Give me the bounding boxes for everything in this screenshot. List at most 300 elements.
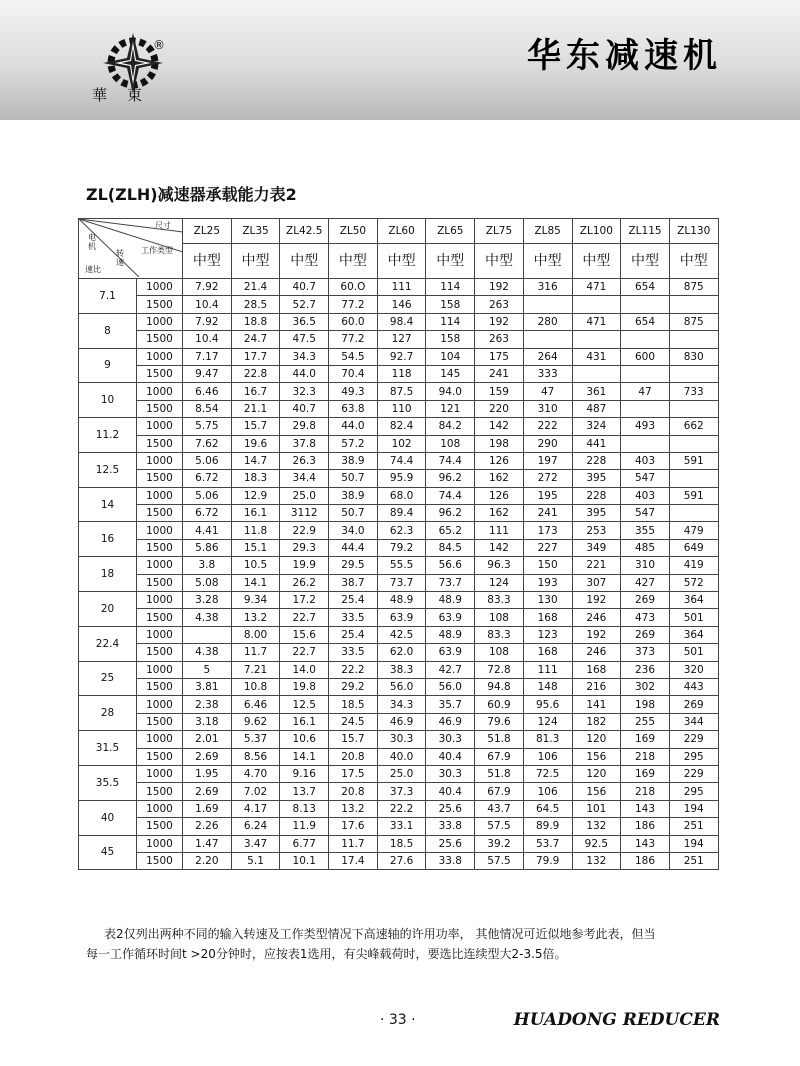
- value-cell: 56.0: [377, 678, 426, 695]
- value-cell: 320: [669, 661, 718, 678]
- table-row: [79, 296, 719, 313]
- value-cell: 54.5: [329, 348, 378, 365]
- speed-cell: 1000: [137, 626, 183, 643]
- size-header-cell: ZL42.5: [280, 219, 329, 244]
- value-cell: 22.8: [231, 365, 280, 382]
- value-cell: 5.1: [231, 852, 280, 869]
- value-cell: 48.9: [426, 592, 475, 609]
- value-cell: 25.0: [377, 765, 426, 782]
- value-cell: 40.7: [280, 279, 329, 296]
- table-row: [79, 313, 719, 330]
- value-cell: 60.O: [329, 279, 378, 296]
- value-cell: 6.46: [183, 383, 232, 400]
- speed-cell: 1500: [137, 365, 183, 382]
- value-cell: 68.0: [377, 487, 426, 504]
- value-cell: 96.2: [426, 505, 475, 522]
- speed-cell: 1000: [137, 661, 183, 678]
- speed-cell: 1000: [137, 383, 183, 400]
- value-cell: 5.75: [183, 418, 232, 435]
- value-cell: 127: [377, 331, 426, 348]
- type-header-cell: 中型: [183, 244, 232, 279]
- value-cell: 168: [523, 644, 572, 661]
- ratio-cell: 22.4: [79, 626, 137, 661]
- value-cell: 501: [669, 609, 718, 626]
- value-cell: 25.6: [426, 835, 475, 852]
- value-cell: 403: [621, 487, 670, 504]
- value-cell: 733: [669, 383, 718, 400]
- corner-ratio-label: 速比: [85, 265, 101, 274]
- speed-cell: 1500: [137, 296, 183, 313]
- value-cell: 33.8: [426, 852, 475, 869]
- value-cell: 6.72: [183, 470, 232, 487]
- value-cell: 46.9: [377, 713, 426, 730]
- value-cell: 186: [621, 852, 670, 869]
- value-cell: 74.4: [426, 487, 475, 504]
- value-cell: [572, 331, 621, 348]
- value-cell: 150: [523, 557, 572, 574]
- table-row: [79, 748, 719, 765]
- value-cell: 17.4: [329, 852, 378, 869]
- value-cell: 110: [377, 400, 426, 417]
- size-header-cell: ZL75: [475, 219, 524, 244]
- speed-cell: 1000: [137, 279, 183, 296]
- value-cell: 198: [621, 696, 670, 713]
- value-cell: 56.0: [426, 678, 475, 695]
- speed-cell: 1500: [137, 678, 183, 695]
- value-cell: 104: [426, 348, 475, 365]
- speed-cell: 1500: [137, 713, 183, 730]
- table-row: [79, 435, 719, 452]
- value-cell: 95.6: [523, 696, 572, 713]
- value-cell: 22.7: [280, 644, 329, 661]
- value-cell: 63.9: [377, 609, 426, 626]
- value-cell: [572, 296, 621, 313]
- value-cell: 29.3: [280, 539, 329, 556]
- table-row: [79, 609, 719, 626]
- value-cell: 92.5: [572, 835, 621, 852]
- value-cell: 57.5: [475, 852, 524, 869]
- value-cell: 73.7: [377, 574, 426, 591]
- value-cell: 21.1: [231, 400, 280, 417]
- value-cell: 310: [523, 400, 572, 417]
- value-cell: 159: [475, 383, 524, 400]
- speed-cell: 1500: [137, 818, 183, 835]
- value-cell: 34.0: [329, 522, 378, 539]
- value-cell: 479: [669, 522, 718, 539]
- value-cell: 443: [669, 678, 718, 695]
- value-cell: 2.20: [183, 852, 232, 869]
- value-cell: 218: [621, 748, 670, 765]
- value-cell: 51.8: [475, 765, 524, 782]
- value-cell: 114: [426, 313, 475, 330]
- value-cell: 14.7: [231, 452, 280, 469]
- speed-cell: 1500: [137, 435, 183, 452]
- value-cell: 6.24: [231, 818, 280, 835]
- table-row: [79, 765, 719, 782]
- value-cell: 263: [475, 296, 524, 313]
- value-cell: 148: [523, 678, 572, 695]
- value-cell: 16.1: [280, 713, 329, 730]
- table-row: [79, 644, 719, 661]
- value-cell: 218: [621, 783, 670, 800]
- value-cell: 572: [669, 574, 718, 591]
- size-header-cell: ZL100: [572, 219, 621, 244]
- value-cell: 4.38: [183, 609, 232, 626]
- value-cell: 120: [572, 765, 621, 782]
- value-cell: 92.7: [377, 348, 426, 365]
- value-cell: 830: [669, 348, 718, 365]
- value-cell: 7.92: [183, 313, 232, 330]
- value-cell: 221: [572, 557, 621, 574]
- value-cell: 18.3: [231, 470, 280, 487]
- value-cell: 364: [669, 592, 718, 609]
- table-row: [79, 539, 719, 556]
- value-cell: 13.2: [231, 609, 280, 626]
- value-cell: 654: [621, 313, 670, 330]
- value-cell: 8.13: [280, 800, 329, 817]
- speed-cell: 1000: [137, 313, 183, 330]
- value-cell: 55.5: [377, 557, 426, 574]
- value-cell: 38.9: [329, 452, 378, 469]
- value-cell: 67.9: [475, 748, 524, 765]
- value-cell: 395: [572, 470, 621, 487]
- value-cell: 10.6: [280, 731, 329, 748]
- table-row: [79, 557, 719, 574]
- value-cell: 193: [523, 574, 572, 591]
- ratio-cell: 8: [79, 313, 137, 348]
- type-header-cell: 中型: [231, 244, 280, 279]
- ratio-cell: 40: [79, 800, 137, 835]
- value-cell: 15.1: [231, 539, 280, 556]
- value-cell: 36.5: [280, 313, 329, 330]
- ratio-cell: 35.5: [79, 765, 137, 800]
- value-cell: 63.9: [426, 644, 475, 661]
- value-cell: 15.7: [329, 731, 378, 748]
- speed-cell: 1500: [137, 644, 183, 661]
- value-cell: 124: [475, 574, 524, 591]
- value-cell: 64.5: [523, 800, 572, 817]
- value-cell: 5: [183, 661, 232, 678]
- value-cell: [523, 331, 572, 348]
- value-cell: 11.8: [231, 522, 280, 539]
- value-cell: 355: [621, 522, 670, 539]
- value-cell: 124: [523, 713, 572, 730]
- table-row: [79, 452, 719, 469]
- value-cell: 158: [426, 331, 475, 348]
- value-cell: 72.5: [523, 765, 572, 782]
- value-cell: 40.4: [426, 783, 475, 800]
- speed-cell: 1500: [137, 748, 183, 765]
- value-cell: 173: [523, 522, 572, 539]
- table-row: [79, 592, 719, 609]
- value-cell: 15.7: [231, 418, 280, 435]
- value-cell: 875: [669, 313, 718, 330]
- speed-cell: 1000: [137, 592, 183, 609]
- value-cell: 169: [621, 731, 670, 748]
- table-row: [79, 365, 719, 382]
- table-row: [79, 678, 719, 695]
- value-cell: 142: [475, 539, 524, 556]
- value-cell: 94.0: [426, 383, 475, 400]
- corner-speed-label: 转速: [116, 249, 124, 267]
- value-cell: 5.08: [183, 574, 232, 591]
- table-row: [79, 487, 719, 504]
- value-cell: 229: [669, 765, 718, 782]
- value-cell: 74.4: [377, 452, 426, 469]
- value-cell: 35.7: [426, 696, 475, 713]
- value-cell: 547: [621, 470, 670, 487]
- value-cell: 162: [475, 505, 524, 522]
- value-cell: 29.8: [280, 418, 329, 435]
- value-cell: 195: [523, 487, 572, 504]
- value-cell: 255: [621, 713, 670, 730]
- value-cell: 52.7: [280, 296, 329, 313]
- value-cell: 96.3: [475, 557, 524, 574]
- value-cell: 591: [669, 452, 718, 469]
- size-header-cell: ZL115: [621, 219, 670, 244]
- value-cell: 111: [523, 661, 572, 678]
- value-cell: 40.4: [426, 748, 475, 765]
- corner-worktype-label: 工作类型: [141, 246, 173, 255]
- value-cell: 98.4: [377, 313, 426, 330]
- value-cell: 22.2: [329, 661, 378, 678]
- table-row: [79, 574, 719, 591]
- value-cell: 198: [475, 435, 524, 452]
- speed-cell: 1500: [137, 783, 183, 800]
- value-cell: 46.9: [426, 713, 475, 730]
- value-cell: 18.5: [377, 835, 426, 852]
- value-cell: 324: [572, 418, 621, 435]
- value-cell: 21.4: [231, 279, 280, 296]
- speed-cell: 1000: [137, 557, 183, 574]
- value-cell: [621, 331, 670, 348]
- value-cell: 14.1: [231, 574, 280, 591]
- page-number: · 33 ·: [380, 1012, 416, 1028]
- value-cell: 25.4: [329, 592, 378, 609]
- value-cell: [621, 400, 670, 417]
- value-cell: 501: [669, 644, 718, 661]
- value-cell: 74.4: [426, 452, 475, 469]
- ratio-cell: 31.5: [79, 731, 137, 766]
- value-cell: 4.70: [231, 765, 280, 782]
- value-cell: 29.2: [329, 678, 378, 695]
- value-cell: 7.17: [183, 348, 232, 365]
- value-cell: 11.7: [329, 835, 378, 852]
- value-cell: 20.8: [329, 783, 378, 800]
- value-cell: 142: [475, 418, 524, 435]
- value-cell: 77.2: [329, 331, 378, 348]
- value-cell: 364: [669, 626, 718, 643]
- value-cell: 28.5: [231, 296, 280, 313]
- table-row: [79, 505, 719, 522]
- value-cell: 123: [523, 626, 572, 643]
- value-cell: 32.3: [280, 383, 329, 400]
- value-cell: 83.3: [475, 592, 524, 609]
- value-cell: 16.1: [231, 505, 280, 522]
- value-cell: 9.47: [183, 365, 232, 382]
- table-row: [79, 418, 719, 435]
- value-cell: 143: [621, 835, 670, 852]
- corner-size-label: 尺寸: [155, 221, 171, 230]
- value-cell: [669, 400, 718, 417]
- value-cell: 83.3: [475, 626, 524, 643]
- value-cell: 29.5: [329, 557, 378, 574]
- value-cell: [669, 331, 718, 348]
- value-cell: 26.2: [280, 574, 329, 591]
- size-header-cell: ZL130: [669, 219, 718, 244]
- ratio-cell: 45: [79, 835, 137, 870]
- value-cell: 49.3: [329, 383, 378, 400]
- type-header-cell: 中型: [621, 244, 670, 279]
- value-cell: 25.0: [280, 487, 329, 504]
- value-cell: 241: [523, 505, 572, 522]
- value-cell: 14.1: [280, 748, 329, 765]
- value-cell: 47: [621, 383, 670, 400]
- value-cell: 272: [523, 470, 572, 487]
- value-cell: 108: [475, 609, 524, 626]
- value-cell: 11.9: [280, 818, 329, 835]
- value-cell: 487: [572, 400, 621, 417]
- value-cell: 30.3: [426, 765, 475, 782]
- value-cell: 269: [621, 592, 670, 609]
- value-cell: 19.9: [280, 557, 329, 574]
- speed-cell: 1000: [137, 348, 183, 365]
- value-cell: 60.0: [329, 313, 378, 330]
- value-cell: 89.9: [523, 818, 572, 835]
- ratio-cell: 9: [79, 348, 137, 383]
- value-cell: 84.5: [426, 539, 475, 556]
- value-cell: 89.4: [377, 505, 426, 522]
- value-cell: 48.9: [377, 592, 426, 609]
- type-header-cell: 中型: [280, 244, 329, 279]
- value-cell: 40.0: [377, 748, 426, 765]
- value-cell: 73.7: [426, 574, 475, 591]
- value-cell: 121: [426, 400, 475, 417]
- table-row: [79, 783, 719, 800]
- value-cell: 22.7: [280, 609, 329, 626]
- value-cell: 132: [572, 818, 621, 835]
- speed-cell: 1500: [137, 331, 183, 348]
- speed-cell: 1000: [137, 487, 183, 504]
- value-cell: 63.8: [329, 400, 378, 417]
- value-cell: 13.2: [329, 800, 378, 817]
- value-cell: 10.4: [183, 331, 232, 348]
- value-cell: 8.54: [183, 400, 232, 417]
- value-cell: 9.16: [280, 765, 329, 782]
- value-cell: 600: [621, 348, 670, 365]
- value-cell: 264: [523, 348, 572, 365]
- value-cell: 44.4: [329, 539, 378, 556]
- value-cell: 25.6: [426, 800, 475, 817]
- type-header-cell: 中型: [475, 244, 524, 279]
- value-cell: 4.41: [183, 522, 232, 539]
- value-cell: 162: [475, 470, 524, 487]
- value-cell: 48.9: [426, 626, 475, 643]
- table-row: [79, 400, 719, 417]
- speed-cell: 1500: [137, 539, 183, 556]
- value-cell: 84.2: [426, 418, 475, 435]
- value-cell: [572, 365, 621, 382]
- ratio-cell: 28: [79, 696, 137, 731]
- value-cell: 19.6: [231, 435, 280, 452]
- value-cell: 7.02: [231, 783, 280, 800]
- table-row: [79, 383, 719, 400]
- value-cell: 12.9: [231, 487, 280, 504]
- value-cell: [183, 626, 232, 643]
- table-row: [79, 348, 719, 365]
- value-cell: 1.69: [183, 800, 232, 817]
- size-header-cell: ZL35: [231, 219, 280, 244]
- value-cell: 62.3: [377, 522, 426, 539]
- value-cell: 7.62: [183, 435, 232, 452]
- value-cell: [669, 470, 718, 487]
- value-cell: 227: [523, 539, 572, 556]
- table-row: [79, 661, 719, 678]
- value-cell: 43.7: [475, 800, 524, 817]
- value-cell: 2.01: [183, 731, 232, 748]
- value-cell: 5.37: [231, 731, 280, 748]
- value-cell: 192: [475, 279, 524, 296]
- value-cell: 290: [523, 435, 572, 452]
- value-cell: 310: [621, 557, 670, 574]
- value-cell: 2.38: [183, 696, 232, 713]
- value-cell: 419: [669, 557, 718, 574]
- ratio-cell: 14: [79, 487, 137, 522]
- speed-cell: 1500: [137, 505, 183, 522]
- speed-cell: 1500: [137, 574, 183, 591]
- capacity-table: [78, 218, 719, 870]
- value-cell: [669, 505, 718, 522]
- value-cell: 3112: [280, 505, 329, 522]
- value-cell: 192: [572, 592, 621, 609]
- value-cell: 51.8: [475, 731, 524, 748]
- value-cell: 13.7: [280, 783, 329, 800]
- value-cell: 875: [669, 279, 718, 296]
- value-cell: 60.9: [475, 696, 524, 713]
- value-cell: 33.1: [377, 818, 426, 835]
- value-cell: 222: [523, 418, 572, 435]
- size-header-cell: ZL85: [523, 219, 572, 244]
- value-cell: 82.4: [377, 418, 426, 435]
- value-cell: 158: [426, 296, 475, 313]
- table-row: [79, 852, 719, 869]
- value-cell: 132: [572, 852, 621, 869]
- note-line: 每一工作循环时间t >20分钟时，应按表1选用，有尖峰载荷时，要选比连续型大2-3.5倍。: [86, 947, 567, 961]
- value-cell: 20.8: [329, 748, 378, 765]
- value-cell: 33.5: [329, 644, 378, 661]
- ratio-cell: 20: [79, 592, 137, 627]
- table-row: [79, 696, 719, 713]
- speed-cell: 1000: [137, 418, 183, 435]
- value-cell: 654: [621, 279, 670, 296]
- value-cell: 246: [572, 609, 621, 626]
- value-cell: 111: [475, 522, 524, 539]
- value-cell: 6.46: [231, 696, 280, 713]
- value-cell: 38.9: [329, 487, 378, 504]
- ratio-cell: 7.1: [79, 279, 137, 314]
- value-cell: 662: [669, 418, 718, 435]
- value-cell: 18.5: [329, 696, 378, 713]
- value-cell: 17.2: [280, 592, 329, 609]
- table-row: [79, 279, 719, 296]
- value-cell: 12.5: [280, 696, 329, 713]
- value-cell: 194: [669, 800, 718, 817]
- value-cell: 53.7: [523, 835, 572, 852]
- value-cell: 156: [572, 748, 621, 765]
- value-cell: 431: [572, 348, 621, 365]
- value-cell: 34.4: [280, 470, 329, 487]
- value-cell: 10.8: [231, 678, 280, 695]
